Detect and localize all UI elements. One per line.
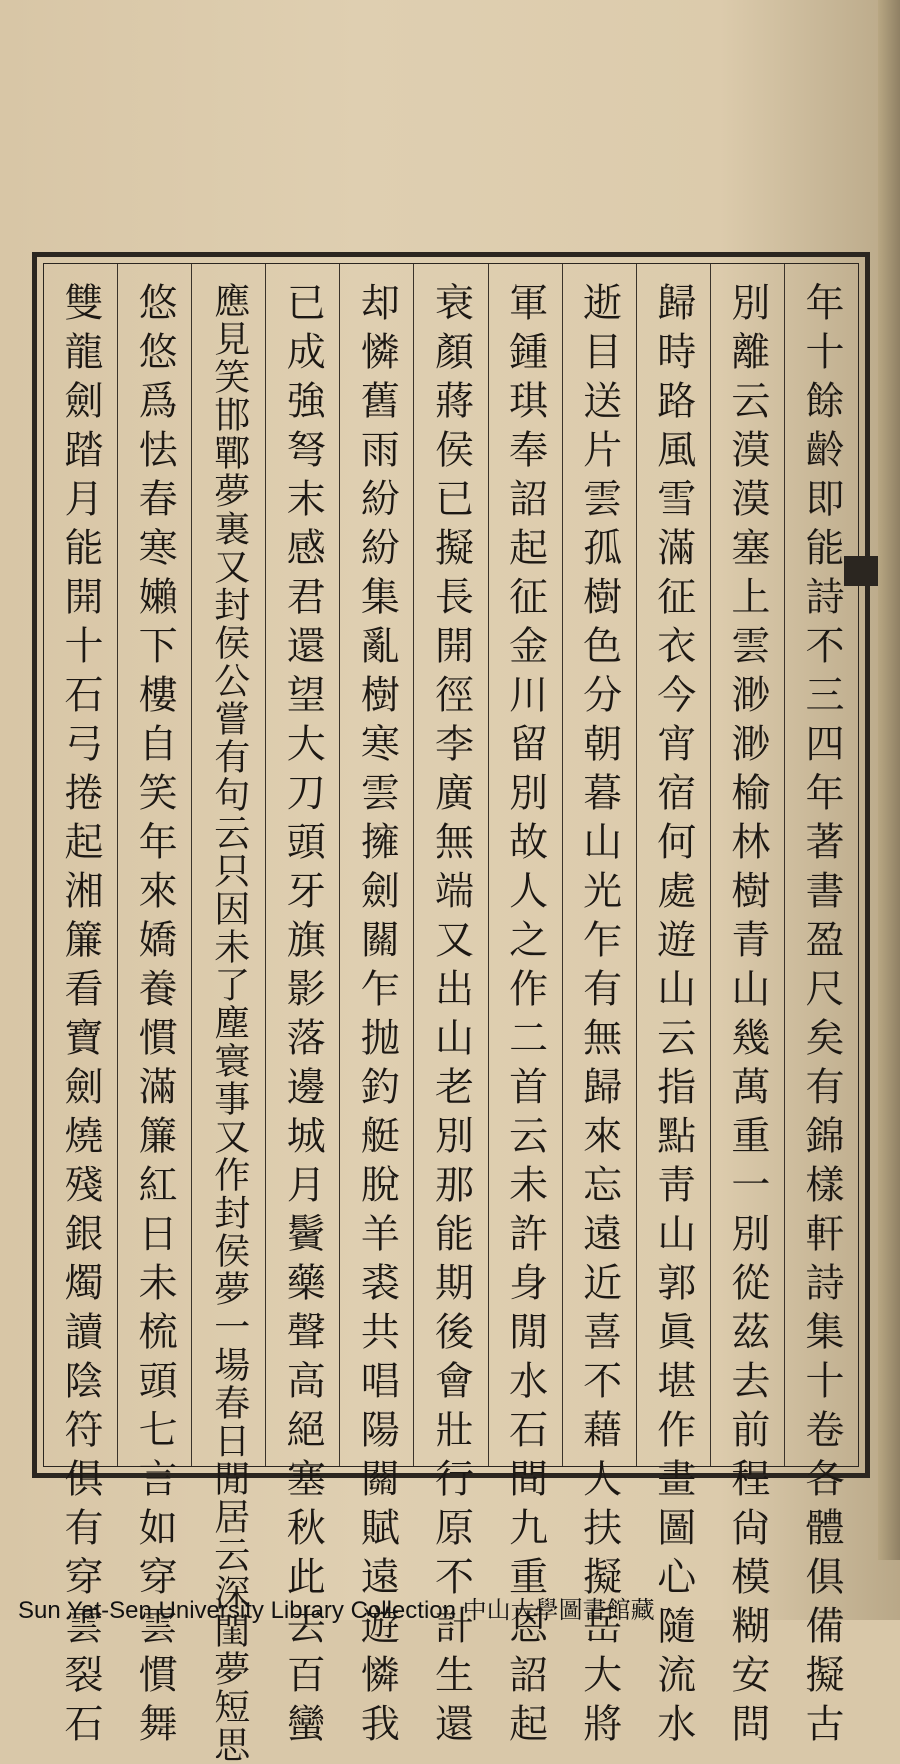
column-text: 逝目送片雲孤樹色分朝暮山光乍有無歸來忘遠近喜不藉人扶擬岳大將 — [576, 282, 622, 1752]
text-column — [710, 264, 784, 1752]
text-column — [784, 264, 858, 1752]
column-text: 年十餘齡即能詩不三四年著書盈尺矣有錦樣軒詩集十卷各體俱備擬古 — [798, 282, 844, 1752]
text-column — [488, 264, 562, 1752]
column-text: 別離云漠漠塞上雲渺渺榆林樹青山幾萬重一別從茲去前程尙模糊安問 — [724, 282, 770, 1752]
text-column — [191, 264, 265, 1764]
page-edge — [878, 0, 900, 1560]
text-column — [562, 264, 636, 1752]
text-column — [44, 264, 117, 1752]
column-text: 却憐舊雨紛紛集亂樹寒雲擁劍關乍抛釣艇脫羊裘共唱陽關賦遠遊憐我 — [354, 282, 400, 1752]
column-text: 悠悠爲怯春寒嬾下樓自笑年來嬌養慣滿簾紅日未梳頭七言如穿雲慣舞 — [132, 282, 178, 1752]
column-text: 衰顏蔣侯已擬長開徑李廣無端又出山老別那能期後會壯行原不計生還 — [428, 282, 474, 1752]
text-column — [117, 264, 191, 1752]
text-column — [413, 264, 487, 1752]
column-text: 雙龍劍踏月能開十石弓捲起湘簾看寶劍燒殘銀燭讀陰符俱有穿雲裂石 — [58, 282, 104, 1752]
column-text: 歸時路風雪滿征衣今宵宿何處遊山云指點靑山郭眞堪作畫圖心隨流水 — [650, 282, 696, 1752]
column-text: 應見笑邯鄲夢裏又封侯公嘗有句云只因未了塵寰事又作封侯夢一場春日閒居云深閨夢短思 — [208, 282, 250, 1764]
collection-caption: Sun Yat-Sen University Library Collection 中山大學圖書館藏 — [18, 1597, 655, 1624]
column-text: 軍鍾琪奉詔起征金川留別故人之作二首云未許身閒水石間九重恩詔起 — [502, 282, 548, 1752]
column-text: 已成強弩末感君還望大刀頭牙旗影落邊城月鬢藥聲高絕塞秋此去百蠻 — [280, 282, 326, 1752]
text-column — [339, 264, 413, 1752]
text-column — [265, 264, 339, 1752]
text-column — [636, 264, 710, 1752]
